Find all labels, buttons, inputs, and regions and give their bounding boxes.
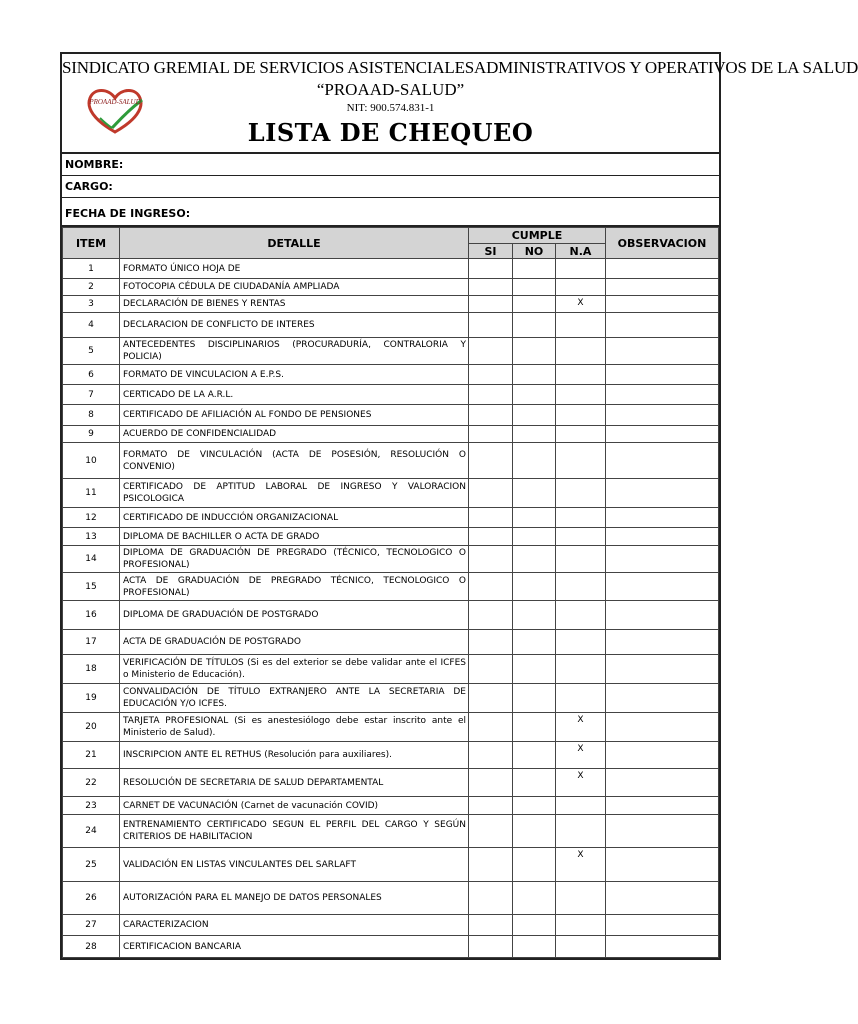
row-na[interactable]	[556, 601, 606, 630]
row-si[interactable]	[469, 405, 513, 426]
row-detalle: CERTIFICADO DE INDUCCIÓN ORGANIZACIONAL	[120, 508, 469, 528]
row-no[interactable]	[513, 573, 556, 601]
row-no[interactable]	[513, 630, 556, 655]
table-row	[63, 508, 719, 528]
row-observacion[interactable]	[606, 405, 719, 426]
row-na[interactable]	[556, 573, 606, 601]
row-detalle: VALIDACIÓN EN LISTAS VINCULANTES DEL SARLAFT	[120, 848, 469, 882]
row-si[interactable]	[469, 313, 513, 338]
row-observacion[interactable]	[606, 601, 719, 630]
row-na[interactable]	[556, 365, 606, 385]
row-item: 5	[63, 338, 120, 365]
row-observacion[interactable]	[606, 508, 719, 528]
row-item: 23	[63, 797, 120, 815]
organization-acronym: “PROAAD-SALUD”	[316, 80, 465, 99]
row-na[interactable]	[556, 684, 606, 713]
row-item: 1	[63, 259, 120, 279]
row-na[interactable]	[556, 313, 606, 338]
row-detalle: ENTRENAMIENTO CERTIFICADO SEGUN EL PERFIL DEL CARGO Y SEGÚN CRITERIOS DE HABILITACION	[120, 815, 469, 848]
row-observacion[interactable]	[606, 426, 719, 443]
row-na[interactable]	[556, 655, 606, 684]
row-si[interactable]	[469, 713, 513, 742]
row-na[interactable]	[556, 815, 606, 848]
logo-icon	[82, 82, 148, 140]
row-no[interactable]	[513, 684, 556, 713]
row-observacion[interactable]	[606, 296, 719, 313]
row-na[interactable]: X	[556, 296, 606, 313]
row-detalle: FOTOCOPIA CÉDULA DE CIUDADANÍA AMPLIADA	[120, 279, 469, 296]
row-observacion[interactable]	[606, 313, 719, 338]
header-detalle: DETALLE	[120, 228, 469, 259]
row-detalle: DECLARACIÓN DE BIENES Y RENTAS	[120, 296, 469, 313]
row-na[interactable]	[556, 528, 606, 546]
row-si[interactable]	[469, 915, 513, 936]
row-si[interactable]	[469, 426, 513, 443]
row-no[interactable]	[513, 655, 556, 684]
table-row	[63, 338, 719, 365]
row-detalle: CERTIFICADO DE APTITUD LABORAL DE INGRESO Y VALORACION PSICOLOGICA	[120, 479, 469, 508]
row-na[interactable]	[556, 936, 606, 958]
table-row	[63, 797, 719, 815]
row-observacion[interactable]	[606, 279, 719, 296]
row-observacion[interactable]	[606, 630, 719, 655]
row-item: 15	[63, 573, 120, 601]
row-si[interactable]	[469, 365, 513, 385]
table-row	[63, 936, 719, 958]
row-item: 16	[63, 601, 120, 630]
row-detalle: DECLARACION DE CONFLICTO DE INTERES	[120, 313, 469, 338]
row-si[interactable]	[469, 797, 513, 815]
row-observacion[interactable]	[606, 936, 719, 958]
table-row	[63, 296, 719, 313]
field-nombre-label: NOMBRE:	[65, 158, 124, 171]
row-no[interactable]	[513, 546, 556, 573]
row-na[interactable]: X	[556, 742, 606, 769]
row-item: 21	[63, 742, 120, 769]
row-si[interactable]	[469, 546, 513, 573]
table-row	[63, 713, 719, 742]
table-row	[63, 279, 719, 296]
row-detalle: VERIFICACIÓN DE TÍTULOS (Si es del exterior se debe validar ante el ICFES o Ministerio de Educación).	[120, 655, 469, 684]
table-row	[63, 655, 719, 684]
checklist-sheet	[60, 52, 858, 960]
row-na[interactable]	[556, 479, 606, 508]
row-item: 10	[63, 443, 120, 479]
row-observacion[interactable]	[606, 365, 719, 385]
row-no[interactable]	[513, 769, 556, 797]
row-si[interactable]	[469, 279, 513, 296]
row-item: 13	[63, 528, 120, 546]
row-si[interactable]	[469, 655, 513, 684]
row-no[interactable]	[513, 528, 556, 546]
row-item: 24	[63, 815, 120, 848]
row-item: 25	[63, 848, 120, 882]
row-observacion[interactable]	[606, 655, 719, 684]
row-no[interactable]	[513, 443, 556, 479]
row-no[interactable]	[513, 426, 556, 443]
svg-text:PROAAD-SALUD: PROAAD-SALUD	[89, 98, 141, 106]
table-row	[63, 742, 719, 769]
row-na[interactable]	[556, 443, 606, 479]
row-si[interactable]	[469, 601, 513, 630]
field-cargo[interactable]	[62, 176, 719, 198]
checklist-rows	[63, 259, 719, 958]
row-observacion[interactable]	[606, 546, 719, 573]
row-no[interactable]	[513, 936, 556, 958]
row-na[interactable]: X	[556, 713, 606, 742]
row-na[interactable]	[556, 630, 606, 655]
row-si[interactable]	[469, 815, 513, 848]
row-na[interactable]	[556, 385, 606, 405]
row-si[interactable]	[469, 296, 513, 313]
row-observacion[interactable]	[606, 259, 719, 279]
header-na: N.A	[556, 244, 606, 259]
table-row	[63, 815, 719, 848]
row-detalle: FORMATO DE VINCULACION A E.P.S.	[120, 365, 469, 385]
row-item: 28	[63, 936, 120, 958]
field-fecha-label: FECHA DE INGRESO:	[65, 207, 191, 220]
row-item: 19	[63, 684, 120, 713]
table-row	[63, 426, 719, 443]
row-no[interactable]	[513, 508, 556, 528]
row-no[interactable]	[513, 313, 556, 338]
row-no[interactable]	[513, 815, 556, 848]
row-item: 11	[63, 479, 120, 508]
row-si[interactable]	[469, 630, 513, 655]
row-observacion[interactable]	[606, 338, 719, 365]
row-observacion[interactable]	[606, 769, 719, 797]
row-no[interactable]	[513, 405, 556, 426]
checklist-table	[62, 227, 719, 958]
row-item: 17	[63, 630, 120, 655]
row-observacion[interactable]	[606, 797, 719, 815]
row-si[interactable]	[469, 769, 513, 797]
row-no[interactable]	[513, 915, 556, 936]
row-detalle: CONVALIDACIÓN DE TÍTULO EXTRANJERO ANTE LA SECRETARIA DE EDUCACIÓN Y/O ICFES.	[120, 684, 469, 713]
field-nombre[interactable]	[62, 154, 719, 176]
table-row	[63, 573, 719, 601]
row-item: 3	[63, 296, 120, 313]
row-detalle: ACTA DE GRADUACIÓN DE PREGRADO TÉCNICO, TECNOLOGICO O PROFESIONAL)	[120, 573, 469, 601]
row-no[interactable]	[513, 296, 556, 313]
row-observacion[interactable]	[606, 915, 719, 936]
row-detalle: CERTIFICACION BANCARIA	[120, 936, 469, 958]
header-observacion: OBSERVACION	[606, 228, 719, 259]
row-item: 22	[63, 769, 120, 797]
row-item: 20	[63, 713, 120, 742]
row-no[interactable]	[513, 479, 556, 508]
row-no[interactable]	[513, 385, 556, 405]
table-row	[63, 443, 719, 479]
row-si[interactable]	[469, 684, 513, 713]
row-observacion[interactable]	[606, 684, 719, 713]
row-na[interactable]	[556, 915, 606, 936]
row-item: 12	[63, 508, 120, 528]
row-detalle: CERTIFICADO DE AFILIACIÓN AL FONDO DE PENSIONES	[120, 405, 469, 426]
row-observacion[interactable]	[606, 815, 719, 848]
row-si[interactable]	[469, 848, 513, 882]
header-no: NO	[513, 244, 556, 259]
row-observacion[interactable]	[606, 479, 719, 508]
table-row	[63, 259, 719, 279]
document-header	[62, 54, 858, 154]
table-row	[63, 769, 719, 797]
header-si: SI	[469, 244, 513, 259]
table-row	[63, 848, 719, 882]
table-row	[63, 546, 719, 573]
row-no[interactable]	[513, 338, 556, 365]
table-row	[63, 405, 719, 426]
table-row	[63, 365, 719, 385]
row-detalle: ANTECEDENTES DISCIPLINARIOS (PROCURADURÍA, CONTRALORIA Y POLICIA)	[120, 338, 469, 365]
row-detalle: CARACTERIZACION	[120, 915, 469, 936]
row-no[interactable]	[513, 279, 556, 296]
row-no[interactable]	[513, 882, 556, 915]
table-row	[63, 528, 719, 546]
header-cumple: CUMPLE	[469, 228, 606, 244]
row-observacion[interactable]	[606, 848, 719, 882]
row-observacion[interactable]	[606, 443, 719, 479]
organization-nit: NIT: 900.574.831-1	[346, 102, 435, 114]
table-row	[63, 479, 719, 508]
row-observacion[interactable]	[606, 528, 719, 546]
row-si[interactable]	[469, 338, 513, 365]
row-item: 7	[63, 385, 120, 405]
row-no[interactable]	[513, 713, 556, 742]
row-detalle: DIPLOMA DE GRADUACIÓN DE PREGRADO (TÉCNICO, TECNOLOGICO O PROFESIONAL)	[120, 546, 469, 573]
table-row	[63, 313, 719, 338]
row-observacion[interactable]	[606, 385, 719, 405]
row-no[interactable]	[513, 848, 556, 882]
row-si[interactable]	[469, 882, 513, 915]
row-detalle: FORMATO DE VINCULACIÓN (ACTA DE POSESIÓN, RESOLUCIÓN O CONVENIO)	[120, 443, 469, 479]
row-item: 27	[63, 915, 120, 936]
table-row	[63, 601, 719, 630]
row-item: 9	[63, 426, 120, 443]
row-si[interactable]	[469, 936, 513, 958]
row-item: 14	[63, 546, 120, 573]
row-item: 2	[63, 279, 120, 296]
row-si[interactable]	[469, 479, 513, 508]
row-no[interactable]	[513, 259, 556, 279]
row-observacion[interactable]	[606, 713, 719, 742]
row-detalle: TARJETA PROFESIONAL (Si es anestesiólogo debe estar inscrito ante el Ministerio de Salud).	[120, 713, 469, 742]
row-detalle: AUTORIZACIÓN PARA EL MANEJO DE DATOS PERSONALES	[120, 882, 469, 915]
row-si[interactable]	[469, 528, 513, 546]
field-cargo-label: CARGO:	[65, 180, 113, 193]
field-fecha-ingreso[interactable]	[62, 198, 719, 227]
row-detalle: INSCRIPCION ANTE EL RETHUS (Resolución para auxiliares).	[120, 742, 469, 769]
row-observacion[interactable]	[606, 882, 719, 915]
row-si[interactable]	[469, 508, 513, 528]
row-si[interactable]	[469, 443, 513, 479]
row-na[interactable]	[556, 338, 606, 365]
row-detalle: ACTA DE GRADUACIÓN DE POSTGRADO	[120, 630, 469, 655]
row-detalle: ACUERDO DE CONFIDENCIALIDAD	[120, 426, 469, 443]
row-item: 26	[63, 882, 120, 915]
row-detalle: DIPLOMA DE BACHILLER O ACTA DE GRADO	[120, 528, 469, 546]
table-row	[63, 684, 719, 713]
row-na[interactable]	[556, 546, 606, 573]
header-item: ITEM	[63, 228, 120, 259]
row-si[interactable]	[469, 259, 513, 279]
row-detalle: FORMATO ÚNICO HOJA DE	[120, 259, 469, 279]
row-si[interactable]	[469, 385, 513, 405]
row-si[interactable]	[469, 573, 513, 601]
table-row	[63, 915, 719, 936]
row-no[interactable]	[513, 601, 556, 630]
row-no[interactable]	[513, 742, 556, 769]
organization-name: SINDICATO GREMIAL DE SERVICIOS ASISTENCIALESADMINISTRATIVOS Y OPERATIVOS DE LA SALUD	[62, 58, 858, 77]
row-detalle: CARNET DE VACUNACIÓN (Carnet de vacunación COVID)	[120, 797, 469, 815]
row-na[interactable]	[556, 279, 606, 296]
table-row	[63, 882, 719, 915]
row-na[interactable]	[556, 882, 606, 915]
table-row	[63, 630, 719, 655]
row-detalle: CERTICADO DE LA A.R.L.	[120, 385, 469, 405]
row-item: 18	[63, 655, 120, 684]
row-no[interactable]	[513, 797, 556, 815]
row-detalle: DIPLOMA DE GRADUACIÓN DE POSTGRADO	[120, 601, 469, 630]
row-na[interactable]	[556, 405, 606, 426]
row-si[interactable]	[469, 742, 513, 769]
row-na[interactable]	[556, 426, 606, 443]
row-na[interactable]: X	[556, 848, 606, 882]
row-na[interactable]	[556, 797, 606, 815]
row-item: 8	[63, 405, 120, 426]
row-no[interactable]	[513, 365, 556, 385]
row-observacion[interactable]	[606, 742, 719, 769]
row-na[interactable]	[556, 508, 606, 528]
row-detalle: RESOLUCIÓN DE SECRETARIA DE SALUD DEPARTAMENTAL	[120, 769, 469, 797]
row-item: 6	[63, 365, 120, 385]
row-observacion[interactable]	[606, 573, 719, 601]
document-title: LISTA DE CHEQUEO	[247, 118, 534, 147]
row-na[interactable]	[556, 259, 606, 279]
row-na[interactable]: X	[556, 769, 606, 797]
table-row	[63, 385, 719, 405]
row-item: 4	[63, 313, 120, 338]
